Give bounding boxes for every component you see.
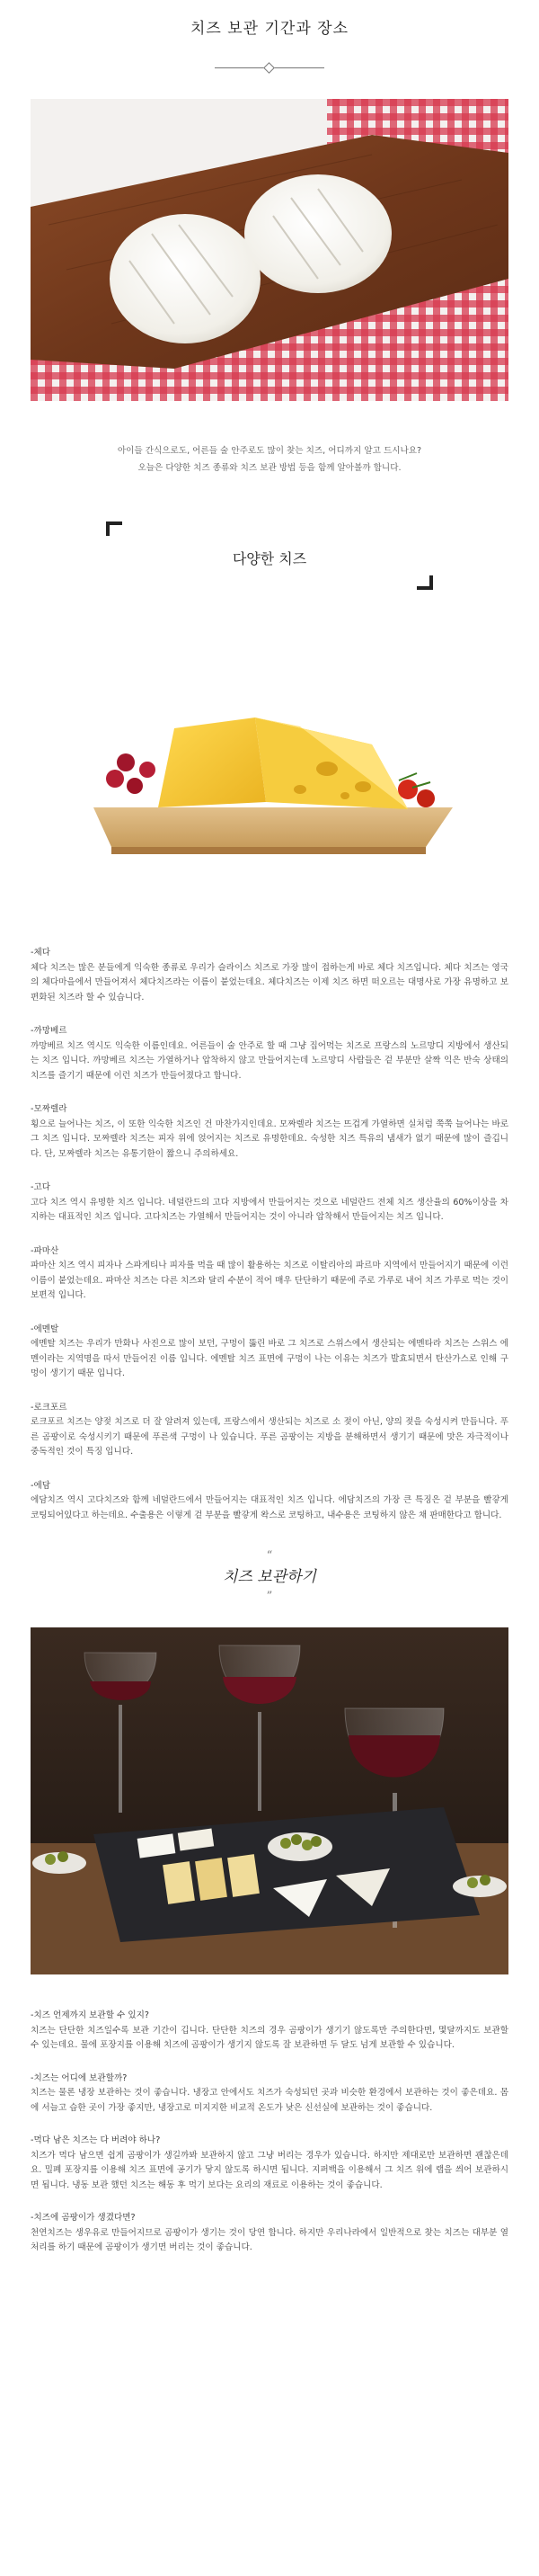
diamond-ornament-icon [263, 62, 275, 74]
cheese-item [31, 946, 508, 1005]
title-divider [215, 64, 324, 73]
corner-bracket-icon [417, 575, 433, 590]
cheese-type-list [31, 946, 508, 1523]
title-block [0, 0, 539, 99]
qa-answer: 천연치즈는 생우유로 만들어지므로 곰팡이가 생기는 것이 당연 합니다. 하지만 우리나라에서 일반적으로 찾는 치즈는 대부분 열처리를 하기 때문에 곰팡이가 생기면 버리는 것이 좋습니다. [31, 2227, 508, 2253]
qa-answer: 치즈는 단단한 치즈일수록 보관 기간이 깁니다. 단단한 치즈의 경우 곰팡이가 생기기 않도록만 주의한다면, 몇달까지도 보관할 수 있는데요. 물에 포장지를 이용해 치즈에 곰팡이가 생기지 않도록 잘 보관하면 두 달도 넘게 보관할 수 있습니다. [31, 2025, 508, 2051]
cheese-name: -모짜렐라 [31, 1104, 67, 1115]
section-heading-storage [0, 1550, 539, 1627]
cheese-description: 고다 치즈 역시 유명한 치즈 입니다. 네덜란드의 고다 지방에서 만들어지는 것으로 네덜란드 전체 치즈 생산율의 60%이상을 차지하는 대표적인 치즈 입니다. 고다치즈는 가열해서 만들어지는 것이 아니라 압착해서 만들어지는 치즈 입니다. [31, 1197, 508, 1223]
cheese-item [31, 1323, 508, 1382]
yellow-cheese-photo [31, 611, 508, 881]
qa-item [31, 2134, 508, 2193]
cheese-name: -로크포르 [31, 1402, 67, 1413]
cheese-description: 에멘탈 치즈는 우리가 만화나 사진으로 많이 보던, 구멍이 뚫린 바로 그 치즈로 스위스에서 생산되는 에멘타라 치즈는 스위스 에멘이라는 지역명을 따서 만들어진 이름 입니다. 에멘탈 치즈 표면에 구멍이 나는 이유는 치즈가 발효되면서 탄산가스로 인해 구멍이 생기기 때문 입니다. [31, 1339, 508, 1379]
section-heading-cheese-types [106, 521, 433, 590]
qa-answer: 치즈는 물론 냉장 보관하는 것이 좋습니다. 냉장고 안에서도 치즈가 숙성되던 곳과 비슷한 환경에서 보관하는 것이 좋은데요. 몸에 서늘고 습한 곳이 가장 좋지만, 냉장고로 미지지한 비교적 온도가 낮은 신선실에 보관하는 것이 좋습니다. [31, 2088, 508, 2113]
page-title: 치즈 보관 기간과 장소 [190, 20, 349, 38]
storage-qa-list [31, 2009, 508, 2256]
section-title: 다양한 치즈 [232, 550, 307, 568]
corner-bracket-icon [106, 521, 122, 536]
cheese-item [31, 1024, 508, 1083]
cheese-item [31, 1479, 508, 1524]
qa-item [31, 2009, 508, 2054]
cheese-item [31, 1102, 508, 1162]
cheese-name: -에담 [31, 1480, 50, 1491]
cheese-item [31, 1244, 508, 1304]
cheese-description: 체다 치즈는 많은 분들에게 익숙한 종류로 우리가 슬라이스 치즈로 가장 많이 접하는게 바로 체다 치즈입니다. 체다 치즈는 영국의 체다마을에서 만들어져서 체다치즈라는 이름이 붙었는데요. 체다치즈는 이제 치즈 하면 떠오르는 대명사로 가장 유명하고 보편화된 치즈라 할 수 있습니다. [31, 962, 508, 1003]
cheese-item [31, 1401, 508, 1460]
cheese-name: -체다 [31, 948, 50, 958]
qa-item [31, 2072, 508, 2117]
intro-text [0, 442, 539, 477]
cheese-platter-photo [31, 1627, 508, 1974]
open-quote-icon: “ [266, 1549, 273, 1564]
close-quote-icon: ” [266, 1590, 273, 1604]
cheese-description: 까망베르 치즈 역시도 익숙한 이름인데요. 어른들이 술 안주로 할 때 그냥 집어먹는 치즈로 프랑스의 노르망디 지방에서 생산되는 치즈 입니다. 까망베르 치즈는 가열하거나 압착하지 않고 만들어지는데 노르망디 사람들은 겉 부분만 살짝 익은 반숙 상태의 치즈를 즐기기 때문에 이런 치즈가 만들어졌다고 합니다. [31, 1040, 508, 1081]
qa-question: -치즈에 곰팡이가 생겼다면? [31, 2213, 136, 2224]
cheese-description: 로크포르 치즈는 양젖 치즈로 더 잘 알려져 있는데, 프랑스에서 생산되는 치즈로 소 젖이 아닌, 양의 젖을 숙성시켜 만듭니다. 푸른 곰팡이로 숙성시키기 때문에 푸른색 구멍이 나 있습니다. 푸른 곰팡이는 지방을 분해하면서 생기기 때문에 맛은 자극적이나 중독적인 것이 특징 입니다. [31, 1417, 508, 1457]
qa-question: -치즈는 어디에 보관할까? [31, 2072, 128, 2083]
cheese-description: 파마산 치즈 역시 피자나 스파게티나 피자를 먹을 때 많이 활용하는 치즈로 이탈리아의 파르마 지역에서 만들어지기 때문에 이런 이름이 붙었는데요. 파마산 치즈는 다른 치즈와 달리 수분이 적어 매우 단단하기 때문에 주로 가루로 내어 치즈 가루로 먹는 것이 보편적 입니다. [31, 1261, 508, 1301]
cheese-name: -에멘탈 [31, 1324, 59, 1334]
intro-line-1: 아이들 간식으로도, 어른들 술 안주로도 많이 찾는 치즈, 어디까지 알고 드시나요? [117, 446, 422, 456]
qa-question: -치즈 언제까지 보관할 수 있지? [31, 2010, 149, 2021]
intro-line-2: 오늘은 다양한 치즈 종류와 치즈 보관 방법 등을 함께 알아볼까 합니다. [137, 463, 402, 474]
qa-question: -먹다 남은 치즈는 다 버려야 하나? [31, 2135, 161, 2146]
qa-answer: 치즈가 먹다 남으면 쉽게 곰팡이가 생길까봐 보관하지 않고 그냥 버리는 경우가 있습니다. 하지만 제대로만 보관하면 괜찮은데요. 밀폐 포장지를 이용해 치즈 표면에 공기가 닿지 않도록 하시면 됩니다. 지퍼백을 이용해서 그 치즈 위에 랩을 씌어 보관하시면 됩니다. 냉동 보관 했던 치즈는 해동 후 먹기 보다는 요리의 재료로 이용하는 것이 좋습니다. [31, 2150, 508, 2190]
cheese-item [31, 1181, 508, 1226]
brie-cheese-photo [31, 99, 508, 401]
cheese-name: -고다 [31, 1182, 50, 1193]
cheese-description: 에담치즈 역시 고다치즈와 함께 네덜란드에서 만들어지는 대표적인 치즈 입니다. 에담치즈의 가장 큰 특징은 겉 부분을 빨갛게 코팅되어있다고 하는데요. 수출용은 이렇게 겉 부분을 빨갛게 왁스로 코팅하고, 내수용은 코팅하지 않은 채 판매한다고 합니다. [31, 1495, 508, 1520]
cheese-description: 횡으로 늘어나는 치즈, 이 또한 익숙한 치즈인 건 마찬가지인데요. 모짜렐라 치즈는 뜨겁게 가열하면 실처럼 쭉쭉 늘어나는 바로 그 치즈 입니다. 모짜렐라 치즈는 피자 위에 얹어지는 치즈로 유명한데요. 숙성한 치즈 특유의 냄새가 없기 때문에 많이 즐깁니다. 단, 모짜렐라 치즈는 유통기한이 짧으니 주의하세요. [31, 1119, 508, 1159]
cheese-name: -파마산 [31, 1245, 59, 1256]
qa-item [31, 2211, 508, 2256]
section-title: 치즈 보관하기 [223, 1568, 316, 1587]
cheese-name: -까망베르 [31, 1026, 67, 1037]
